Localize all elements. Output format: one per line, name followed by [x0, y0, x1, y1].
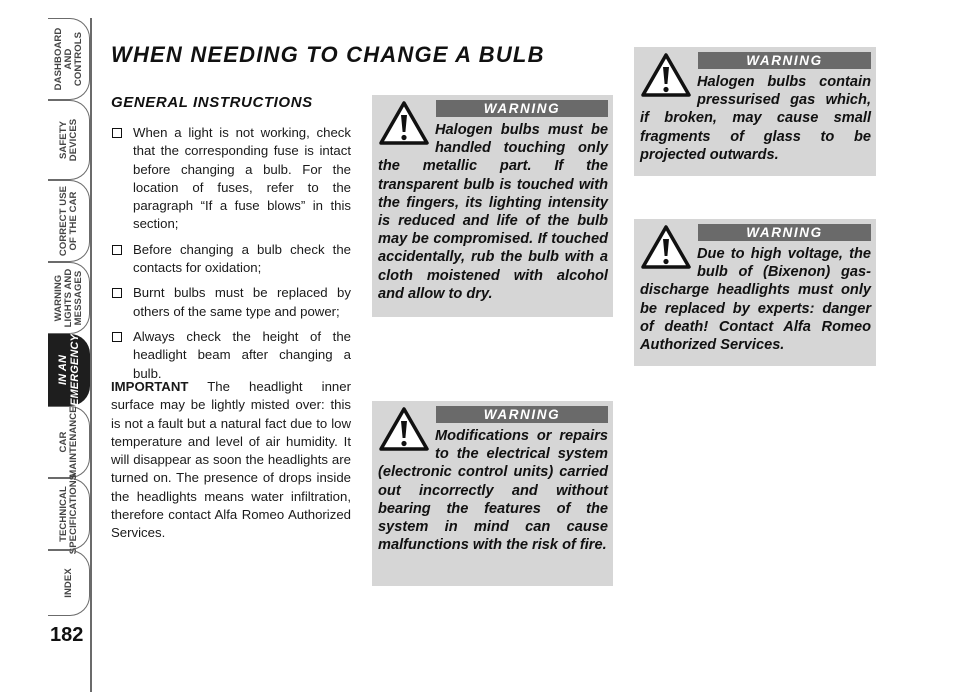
list-item: Burnt bulbs must be replaced by others of the same type and power;	[111, 284, 351, 321]
warning-box-pressurised-gas	[634, 47, 876, 176]
checkbox-bullet-icon	[112, 245, 122, 255]
warning-triangle-icon	[378, 100, 430, 146]
warning-heading: WARNING	[698, 52, 871, 69]
tab-correct-use-of-the-car[interactable]	[48, 180, 90, 262]
warning-heading: WARNING	[436, 100, 608, 117]
list-item: Always check the height of the headlight beam after changing a bulb.	[111, 328, 351, 383]
instruction-list	[111, 124, 351, 390]
page-number: 182	[50, 624, 84, 646]
important-note	[111, 378, 351, 543]
warning-text: Halogen bulbs must be handled touching only the metallic part. If the transparent bulb is touched with the fingers, its lighting intensity is reduced and life of the bulb may be compromised. If touched accidentally, rub the bulb with a cloth moistened with alcohol and allow to dry.	[378, 122, 608, 302]
list-item: When a light is not working, check that the corresponding fuse is intact before changing a bulb. For the location of fuses, refer to the paragraph “If a fuse blows” in this section;	[111, 124, 351, 234]
warning-heading: WARNING	[436, 406, 608, 423]
tab-label: IN AN EMERGENCY	[56, 334, 81, 406]
warning-triangle-icon	[640, 224, 692, 270]
tab-in-an-emergency[interactable]	[48, 334, 90, 406]
list-item: Before changing a bulb check the contacts for oxidation;	[111, 241, 351, 278]
warning-text: Due to high voltage, the bulb of (Bixenon) gas-discharge headlights must only be replaced by experts: danger of death! Contact Alfa Romeo Authorized Services.	[640, 246, 871, 354]
tab-dashboard-and-controls[interactable]	[48, 18, 90, 100]
page-edge-rule	[90, 18, 92, 692]
checkbox-bullet-icon	[112, 332, 122, 342]
tab-label: CORRECT USE OF THE CAR	[57, 185, 79, 257]
tab-index[interactable]	[48, 550, 90, 616]
section-heading: GENERAL INSTRUCTIONS	[111, 94, 313, 111]
tab-warning-lights-and-messages[interactable]	[48, 262, 90, 334]
tab-label: CAR MAINTENANCE	[57, 406, 79, 478]
warning-text: Modifications or repairs to the electrical system (electronic control units) carried out incorrectly and without bearing the features of the system in mind can cause malfunctions with the risk of fire.	[378, 428, 608, 554]
warning-text: Halogen bulbs contain pressurised gas which, if broken, may cause small fragments of glass to be projected outwards.	[640, 74, 871, 163]
warning-triangle-icon	[640, 52, 692, 98]
tab-safety-devices[interactable]	[48, 100, 90, 180]
important-label: IMPORTANT	[111, 379, 189, 394]
warning-heading: WARNING	[698, 224, 871, 241]
tab-car-maintenance[interactable]	[48, 406, 90, 478]
tab-label: INDEX	[62, 568, 74, 598]
tab-label: DASHBOARD AND CONTROLS	[52, 27, 84, 91]
tab-technical-specifications[interactable]	[48, 473, 90, 555]
warning-box-high-voltage	[634, 219, 876, 366]
checkbox-bullet-icon	[112, 128, 122, 138]
page-title: WHEN NEEDING TO CHANGE A BULB	[111, 42, 545, 67]
warning-triangle-icon	[378, 406, 430, 452]
tab-label: WARNING LIGHTS AND MESSAGES	[52, 268, 84, 328]
tab-label: TECHNICAL SPECIFICATIONS	[57, 473, 79, 555]
tab-label: SAFETY DEVICES	[57, 118, 79, 162]
warning-box-handling	[372, 95, 613, 317]
checkbox-bullet-icon	[112, 288, 122, 298]
important-text: The headlight inner surface may be lightly misted over: this is not a fault but a natural fact due to low temperature and level of air humidity. It will disappear as soon the headlights are turned on. The presence of drops inside the headlights means water infiltration, therefore contact Alfa Romeo Authorized Services.	[111, 379, 351, 541]
warning-box-modifications	[372, 401, 613, 586]
